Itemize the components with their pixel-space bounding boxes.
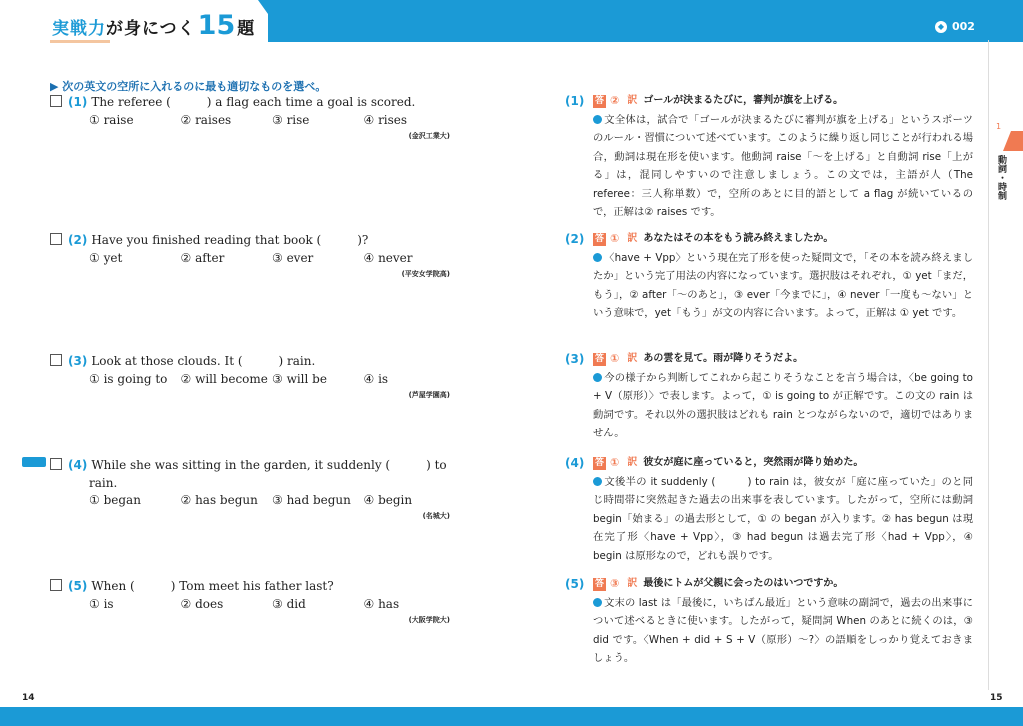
option: ① is [89, 597, 114, 611]
question-stem-continued: rain. [89, 476, 118, 490]
option: ② will become [180, 372, 268, 386]
translation: 最後にトムが父親に会ったのはいつですか。 [643, 578, 844, 589]
question-stem: When ( ) Tom meet his father last? [91, 579, 334, 593]
option: ④ rises [363, 113, 408, 127]
bullet-icon [593, 373, 602, 382]
question-1 [50, 93, 455, 141]
option: ① raise [89, 113, 134, 127]
option: ③ did [272, 597, 306, 611]
option: ② raises [180, 113, 232, 127]
question-source: (平安女学院高) [401, 270, 450, 278]
tag-icon: ◆ [935, 21, 947, 33]
option: ③ had begun [272, 493, 351, 507]
question-3 [50, 352, 455, 400]
answer-number: (4) [565, 456, 585, 470]
options [89, 493, 455, 507]
options [89, 372, 455, 386]
answer-number: (3) [565, 352, 585, 366]
page-title [52, 10, 255, 41]
title-part2: が身につく [106, 19, 196, 39]
option: ④ never [363, 251, 413, 265]
options [89, 113, 455, 127]
explanation: 文全体は，試合で「ゴールが決まるたびに審判が旗を上げる」というスポーツのルール・習慣について述べています。このように繰り返し同じことが行われる場合，動詞は現在形を使います。他動詞 raise「～を上げる」と自動詞 rise「上がる」は，混同しやすいので注意しましょう。この文では，主語が人（The referee：三人称単数）で，空所のあとに目的語として a flag が続いているので，正解は② raises です。 [593, 113, 973, 218]
header-bar [268, 0, 1023, 42]
answer-choice: ② [610, 94, 620, 107]
title-underline [50, 40, 110, 43]
answer-number: (1) [565, 94, 585, 108]
translation: あの雲を見て。雨が降りそうだよ。 [643, 353, 804, 364]
option: ② has begun [180, 493, 258, 507]
code-text: 002 [952, 20, 975, 33]
option: ③ will be [272, 372, 327, 386]
title-part1: 実戦力 [52, 19, 106, 39]
checkbox[interactable] [50, 458, 62, 470]
explanation: 今の様子から判断してこれから起こりそうなことを言う場合は，〈be going to + V（原形）〉で表します。よって，① is going to が正解です。この文の rain は動詞です。それ以外の選択肢はどれも rain とつながらないので，適切ではありません。 [593, 371, 973, 439]
title-number: 15 [197, 10, 236, 41]
answer-5 [565, 575, 973, 668]
page-number-right: 15 [990, 693, 1003, 703]
chapter-label: 動詞・時制 [996, 155, 1006, 200]
question-4 [50, 456, 455, 521]
checkbox[interactable] [50, 233, 62, 245]
page-number-left: 14 [22, 693, 35, 703]
question-stem: Look at those clouds. It ( ) rain. [91, 354, 316, 368]
option: ③ rise [272, 113, 310, 127]
question-source: (金沢工業大) [408, 132, 450, 140]
footer-bar [0, 707, 1023, 726]
translation-tag: 訳 [627, 578, 638, 589]
bullet-icon [593, 253, 602, 262]
translation: ゴールが決まるたびに，審判が旗を上げる。 [643, 95, 844, 106]
option: ④ begin [363, 493, 413, 507]
margin-divider [988, 40, 989, 690]
translation: 彼女が庭に座っていると，突然雨が降り始めた。 [643, 457, 864, 468]
option: ④ has [363, 597, 400, 611]
explanation: 文後半の it suddenly ( ) to rain は，彼女が「庭に座っていた」のと同じ時間帯に突然起きた過去の出来事を表しています。したがって，空所には動詞 begin「始まる」の過去形として，① の began が入ります。② has begun は現在完了形〈have + Vpp〉，③ had begun は過去完了形〈had + Vpp〉，④ begin は原形なので，どれも誤りです。 [593, 475, 973, 562]
question-source: (大阪学院大) [408, 616, 450, 624]
translation-tag: 訳 [627, 457, 638, 468]
answer-choice: ① [610, 352, 620, 365]
answer-tag: 答 [595, 95, 605, 106]
question-2 [50, 231, 455, 279]
translation-tag: 訳 [627, 95, 638, 106]
instruction: ▶ 次の英文の空所に入れるのに最も適切なものを選べ。 [50, 80, 327, 93]
chapter-number: 1 [996, 122, 1002, 131]
question-number: (2) [68, 233, 88, 247]
answer-4 [565, 454, 973, 565]
question-number: (5) [68, 579, 88, 593]
option: ① is going to [89, 372, 168, 386]
options [89, 597, 455, 611]
title-part3: 題 [237, 19, 256, 39]
question-number: (4) [68, 458, 88, 472]
translation: あなたはその本をもう読み終えましたか。 [643, 233, 834, 244]
section-code [935, 20, 975, 33]
answer-3 [565, 350, 973, 443]
answer-choice: ① [610, 232, 620, 245]
option: ① began [89, 493, 141, 507]
checkbox[interactable] [50, 354, 62, 366]
question-stem: The referee ( ) a flag each time a goal is scored. [91, 95, 416, 109]
explanation: 文末の last は「最後に，いちばん最近」という意味の副詞で，過去の出来事について述べるときに使います。したがって，疑問詞 When のあとに続くのは，③ did です。〈When + did + S + V（原形）～?〉の語順をしっかり覚えておきましょう。 [593, 596, 973, 664]
answer-1 [565, 92, 973, 222]
bullet-icon [593, 115, 602, 124]
option: ② does [180, 597, 224, 611]
answer-tag: 答 [595, 578, 605, 589]
option: ② after [180, 251, 225, 265]
option: ③ ever [272, 251, 314, 265]
answer-tag: 答 [595, 353, 605, 364]
question-5 [50, 577, 455, 625]
answer-number: (5) [565, 577, 585, 591]
translation-tag: 訳 [627, 233, 638, 244]
chapter-tab [1003, 131, 1023, 151]
bullet-icon [593, 598, 602, 607]
question-number: (1) [68, 95, 88, 109]
answer-tag: 答 [595, 233, 605, 244]
options [89, 251, 455, 265]
answer-number: (2) [565, 232, 585, 246]
explanation: 〈have + Vpp〉という現在完了形を使った疑問文で，「その本を読み終えましたか」という完了用法の内容になっています。選択肢はそれぞれ，① yet「まだ，もう」，② after「～のあと」，③ ever「今までに」，④ never「一度も～ない」という意味で，yet「もう」が文の内容に合います。よって，正解は ① yet です。 [593, 251, 973, 319]
question-source: (名城大) [422, 512, 450, 520]
option: ④ is [363, 372, 389, 386]
option: ① yet [89, 251, 123, 265]
question-source: (芦屋学園高) [408, 391, 450, 399]
answer-tag: 答 [595, 457, 605, 468]
answer-choice: ③ [610, 577, 620, 590]
question-stem: While she was sitting in the garden, it suddenly ( ) to [91, 458, 447, 472]
checkbox[interactable] [50, 579, 62, 591]
bullet-icon [593, 477, 602, 486]
point-icon [22, 457, 46, 467]
answer-choice: ① [610, 456, 620, 469]
translation-tag: 訳 [627, 353, 638, 364]
question-stem: Have you finished reading that book ( )? [91, 233, 369, 247]
question-number: (3) [68, 354, 88, 368]
answer-2 [565, 230, 973, 323]
checkbox[interactable] [50, 95, 62, 107]
